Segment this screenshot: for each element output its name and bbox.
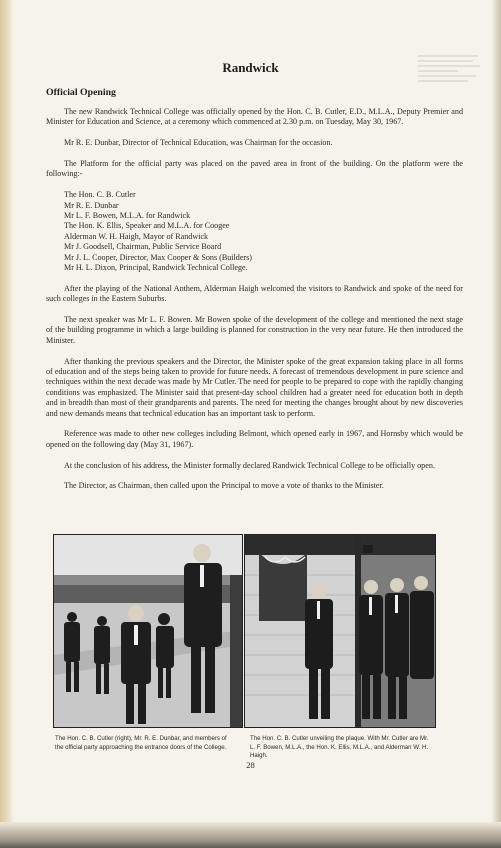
platform-party-list (46, 190, 463, 273)
body-text (46, 107, 463, 502)
page-number: 28 (246, 760, 255, 770)
paragraph: At the conclusion of his address, the Minister formally declared Randwick Technical College to be officially open. (64, 460, 435, 470)
paragraph: After thanking the previous speakers and the Director, the Minister spoke of the great expansion taking place in all forms of education and of the steps being taken to provide for future needs. A forecast of tremendous development in pure science and techniques within the next decade was made by Mr Cutler. The need for people to be prepared to cope with the rapidly changing conditions was emphasized. The Minister said that present-day school children had a greater need for education both in depth and in breadth than most of their grandparents and parents. The need for meeting the changes brought about by new discoveries and new demands means that technical education has an important task to perform. (46, 356, 463, 418)
list-item: Mr R. E. Dunbar (64, 200, 119, 210)
page-edge-left (0, 0, 14, 848)
paragraph: After the playing of the National Anthem, Alderman Haigh welcomed the visitors to Randwick and spoke of the need for such colleges in the Eastern Suburbs. (46, 283, 463, 304)
list-item: Mr L. F. Bowen, M.L.A. for Randwick (64, 211, 191, 221)
paragraph: The Platform for the official party was placed on the paved area in front of the building. On the platform were the following:- (46, 159, 463, 179)
page-edge-right (491, 0, 501, 848)
list-item: Mr H. L. Dixon, Principal, Randwick Technical College. (64, 263, 248, 273)
list-item: The Hon. K. Ellis, Speaker and M.L.A. for Coogee (64, 221, 230, 231)
section-heading-official-opening: Official Opening (46, 87, 116, 98)
photo-caption-left: The Hon. C. B. Cutler (right), Mr. R. E. Dunbar, and members of the official party approaching the entrance doors of the College. (55, 735, 227, 751)
page-bottom-shadow (0, 822, 501, 848)
paragraph: The next speaker was Mr L. F. Bowen. Mr Bowen spoke of the development of the college and mentioned the next stage of the building programme in which a large building is planned for construction in the very near future. He then introduced the Minister. (46, 315, 463, 345)
paragraph: The Director, as Chairman, then called upon the Principal to move a vote of thanks to the Minister. (64, 481, 384, 491)
paragraph: The new Randwick Technical College was officially opened by the Hon. C. B. Cutler, E.D., M.L.A., Deputy Premier and Minister for Education and Science, at a ceremony which commenced at 2.30 p.m. on Tuesday, May 30, 1967. (46, 107, 463, 127)
photo-unveiling-plaque (244, 534, 436, 728)
page-title: Randwick (222, 60, 279, 75)
list-item: Mr J. L. Cooper, Director, Max Cooper & Sons (Builders) (64, 252, 252, 262)
list-item: Alderman W. H. Haigh, Mayor of Randwick (64, 231, 209, 241)
paragraph: Reference was made to other new colleges including Belmont, which opened early in 1967, and Hornsby which would be opened on the following day (May 31, 1967). (46, 429, 463, 449)
photo-caption-right: The Hon. C. B. Cutler unveiling the plaque. With Mr. Cutler are Mr. L. F. Bowen, M.L.A., the Hon. K. Ellis, M.L.A., and Alderman W. H. Haigh. (250, 735, 429, 760)
list-item: Mr J. Goodsell, Chairman, Public Service Board (64, 242, 222, 252)
list-item: The Hon. C. B. Cutler (64, 190, 136, 200)
paragraph: Mr R. E. Dunbar, Director of Technical Education, was Chairman for the occasion. (64, 138, 333, 148)
photo-official-party-approaching (53, 534, 243, 728)
